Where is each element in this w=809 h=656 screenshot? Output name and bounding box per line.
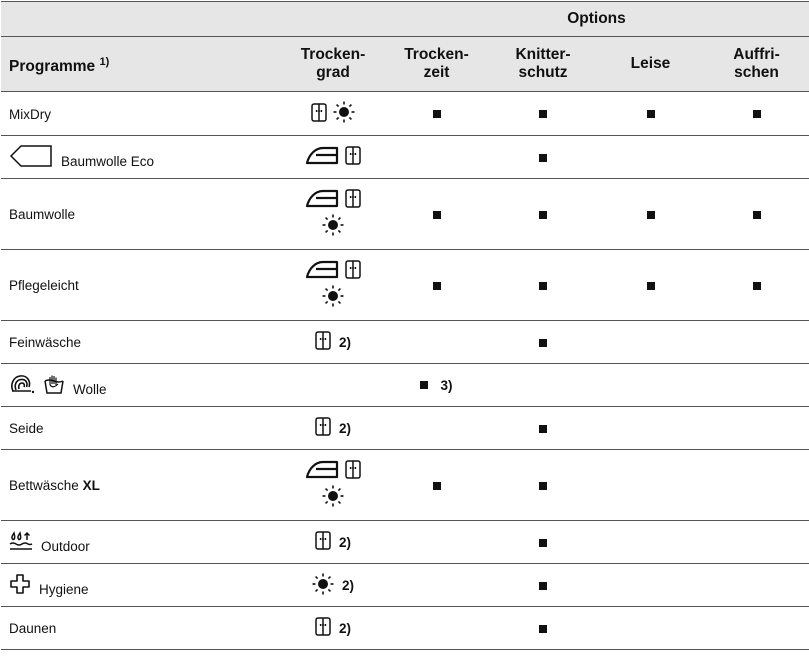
- auffrischen-cell: [704, 179, 809, 250]
- table-row: [1, 92, 809, 136]
- trockengrad-cell: [282, 92, 384, 136]
- cupboard-icon: [345, 146, 361, 168]
- option-available-square-icon: [753, 110, 761, 118]
- option-available-square-icon: [539, 110, 547, 118]
- option-available-square-icon: [420, 381, 428, 389]
- programme-label: Programme: [9, 57, 96, 75]
- option-available-square-icon: [539, 425, 547, 433]
- sun-icon: [322, 485, 344, 510]
- table-row: [1, 364, 809, 407]
- iron-icon: [305, 260, 339, 282]
- leise-cell: [597, 92, 704, 136]
- programme-name: Hygiene: [39, 581, 89, 597]
- leise-cell: [597, 364, 704, 407]
- option-available-square-icon: [647, 110, 655, 118]
- trockengrad-cell: [282, 564, 384, 607]
- auffrischen-cell: [704, 364, 809, 407]
- knitterschutz-cell: [489, 564, 597, 607]
- table-row: [1, 450, 809, 521]
- header-line: zeit: [423, 64, 450, 81]
- sun-icon: [312, 573, 334, 598]
- programme-name-cell: [1, 321, 282, 364]
- leise-cell: [597, 450, 704, 521]
- auffrischen-cell: [704, 521, 809, 564]
- leise-cell: [597, 250, 704, 321]
- woolmark-icon: [9, 373, 35, 398]
- programme-name: Baumwolle: [9, 206, 76, 222]
- header-options: Options: [384, 2, 809, 37]
- trockenzeit-cell: [384, 250, 489, 321]
- trockenzeit-cell: [384, 92, 489, 136]
- programme-name: Daunen: [9, 620, 57, 636]
- programme-name-cell: [1, 607, 282, 650]
- auffrischen-cell: [704, 564, 809, 607]
- header-knitterschutz: [489, 37, 597, 92]
- trockenzeit-cell: [384, 179, 489, 250]
- knitterschutz-cell: [489, 136, 597, 179]
- header-trockengrad: [282, 37, 384, 92]
- programme-name: Feinwäsche: [9, 334, 82, 350]
- table-row: [1, 521, 809, 564]
- footnote-marker: 2): [338, 620, 351, 636]
- header-empty: [1, 2, 282, 37]
- header-line: grad: [316, 64, 350, 81]
- header-programme: [1, 37, 282, 92]
- knitterschutz-cell: [489, 364, 597, 407]
- trockenzeit-cell: [384, 321, 489, 364]
- knitterschutz-cell: [489, 250, 597, 321]
- auffrischen-cell: [704, 450, 809, 521]
- option-available-square-icon: [647, 282, 655, 290]
- footnote-marker: 1): [99, 55, 110, 68]
- hand-wash-icon: [43, 373, 65, 398]
- sun-icon: [322, 285, 344, 310]
- programme-name-cell: [1, 407, 282, 450]
- trockengrad-cell: [282, 321, 384, 364]
- header-line: Trocken-: [404, 46, 469, 63]
- leise-cell: [597, 179, 704, 250]
- option-available-square-icon: [539, 482, 547, 490]
- knitterschutz-cell: [489, 521, 597, 564]
- programme-name: Outdoor: [41, 538, 90, 554]
- header-trockenzeit: [384, 37, 489, 92]
- table-row: [1, 564, 809, 607]
- programme-name: Bettwäsche: [9, 477, 79, 493]
- auffrischen-cell: [704, 321, 809, 364]
- trockengrad-cell: [282, 450, 384, 521]
- leise-cell: [597, 607, 704, 650]
- trockenzeit-cell: [384, 564, 489, 607]
- leise-cell: [597, 564, 704, 607]
- option-available-square-icon: [433, 482, 441, 490]
- trockengrad-cell: [282, 250, 384, 321]
- footnote-marker: 2): [338, 334, 351, 350]
- leise-cell: [597, 321, 704, 364]
- iron-icon: [305, 460, 339, 482]
- programme-name: Pflegeleicht: [9, 277, 79, 293]
- sun-icon: [333, 101, 355, 126]
- header-row-options: [1, 2, 809, 37]
- auffrischen-cell: [704, 92, 809, 136]
- header-empty: [282, 2, 384, 37]
- knitterschutz-cell: [489, 179, 597, 250]
- header-line: Auffri-: [733, 46, 780, 63]
- programme-name-cell: [1, 521, 282, 564]
- hygiene-cross-icon: [9, 573, 31, 598]
- knitterschutz-cell: [489, 407, 597, 450]
- programme-name-cell: [1, 250, 282, 321]
- trockenzeit-cell: [384, 136, 489, 179]
- programme-name-cell: [1, 450, 282, 521]
- table-row: [1, 136, 809, 179]
- leise-cell: [597, 136, 704, 179]
- option-available-square-icon: [753, 211, 761, 219]
- option-available-square-icon: [753, 282, 761, 290]
- programme-name-cell: [1, 564, 282, 607]
- header-row-columns: [1, 37, 809, 92]
- trockengrad-cell: [282, 136, 384, 179]
- iron-icon: [305, 189, 339, 211]
- table-row: [1, 407, 809, 450]
- header-line: Knitter-: [515, 46, 571, 63]
- programme-name-cell: [1, 364, 282, 407]
- programme-name-cell: [1, 92, 282, 136]
- option-available-square-icon: [539, 339, 547, 347]
- trockengrad-cell: [282, 607, 384, 650]
- trockenzeit-cell: [384, 521, 489, 564]
- footnote-marker: 2): [338, 534, 351, 550]
- option-available-square-icon: [433, 110, 441, 118]
- option-available-square-icon: [433, 211, 441, 219]
- option-available-square-icon: [539, 282, 547, 290]
- auffrischen-cell: [704, 250, 809, 321]
- programme-name: Wolle: [73, 381, 107, 397]
- trockenzeit-cell: [384, 607, 489, 650]
- footnote-marker: 3): [440, 377, 453, 393]
- auffrischen-cell: [704, 407, 809, 450]
- option-available-square-icon: [647, 211, 655, 219]
- table-body: [1, 92, 809, 650]
- programme-name-cell: [1, 179, 282, 250]
- cotton-eco-icon: [9, 144, 53, 171]
- option-available-square-icon: [539, 625, 547, 633]
- trockengrad-cell: [282, 521, 384, 564]
- knitterschutz-cell: [489, 450, 597, 521]
- cupboard-icon: [315, 417, 331, 439]
- table-row: [1, 250, 809, 321]
- trockenzeit-cell: [384, 364, 489, 407]
- programme-name-cell: [1, 136, 282, 179]
- knitterschutz-cell: [489, 321, 597, 364]
- table-row: [1, 179, 809, 250]
- option-available-square-icon: [539, 539, 547, 547]
- header-leise: Leise: [597, 37, 704, 92]
- option-available-square-icon: [539, 582, 547, 590]
- knitterschutz-cell: [489, 607, 597, 650]
- iron-icon: [305, 146, 339, 168]
- cupboard-icon: [345, 189, 361, 211]
- cupboard-icon: [345, 260, 361, 282]
- trockenzeit-cell: [384, 407, 489, 450]
- cupboard-icon: [345, 460, 361, 482]
- header-line: Trocken-: [300, 46, 366, 63]
- option-available-square-icon: [539, 154, 547, 162]
- cupboard-icon: [315, 617, 331, 639]
- header-auffrischen: [704, 37, 809, 92]
- knitterschutz-cell: [489, 92, 597, 136]
- trockenzeit-cell: [384, 450, 489, 521]
- cupboard-icon: [315, 331, 331, 353]
- trockengrad-cell: [282, 364, 384, 407]
- option-available-square-icon: [433, 282, 441, 290]
- header-line: schutz: [518, 64, 568, 81]
- table-row: [1, 321, 809, 364]
- programme-name-suffix: XL: [82, 477, 100, 493]
- leise-cell: [597, 521, 704, 564]
- auffrischen-cell: [704, 136, 809, 179]
- auffrischen-cell: [704, 607, 809, 650]
- option-available-square-icon: [539, 211, 547, 219]
- cupboard-icon: [315, 531, 331, 553]
- sun-icon: [322, 214, 344, 239]
- footnote-marker: 2): [341, 577, 354, 593]
- outdoor-icon: [9, 531, 33, 554]
- trockengrad-cell: [282, 179, 384, 250]
- footnote-marker: 2): [338, 420, 351, 436]
- trockengrad-cell: [282, 407, 384, 450]
- cupboard-icon: [311, 103, 327, 125]
- programme-name: Seide: [9, 420, 44, 436]
- leise-cell: [597, 407, 704, 450]
- programme-name: MixDry: [9, 106, 51, 122]
- table-row: [1, 607, 809, 650]
- programme-name: Baumwolle Eco: [61, 153, 155, 169]
- header-line: schen: [734, 64, 779, 81]
- programme-options-table: [1, 1, 809, 650]
